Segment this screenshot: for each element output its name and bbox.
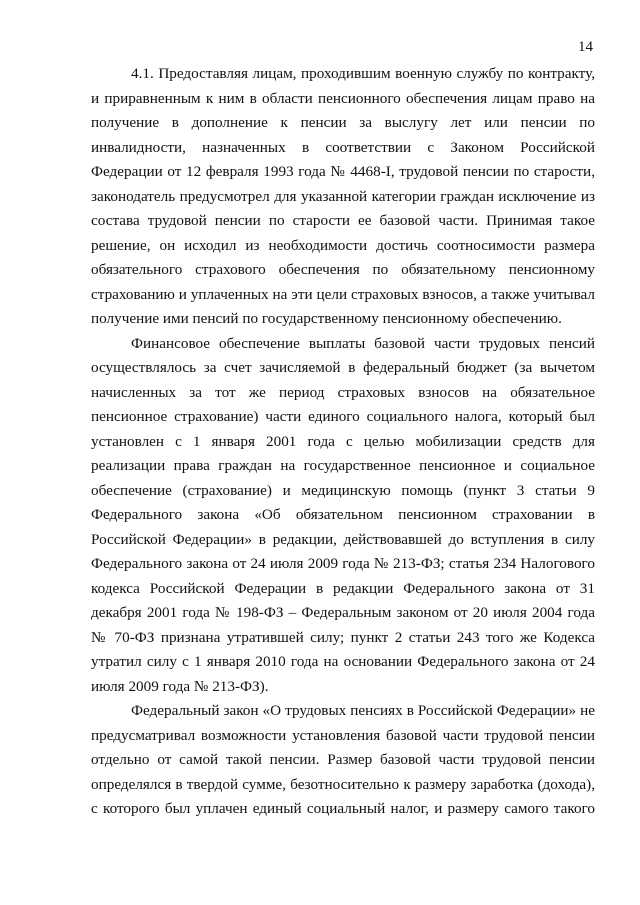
text-line: пенсионное страхование) части единого социального налога, который был <box>91 408 595 425</box>
text-line: обязательного страхового обеспечения по обязательному пенсионному <box>91 261 595 278</box>
body-text <box>91 62 595 822</box>
text-line: начисленных за тот же период страховых взносов на обязательное <box>91 383 595 401</box>
text-line: Федеральный закон «О трудовых пенсиях в Российской Федерации» не <box>131 702 595 719</box>
text-line: отдельно от самой такой пенсии. Размер базовой части трудовой пенсии <box>91 751 595 768</box>
text-line: и приравненным к ним в области пенсионного обеспечения лицам право на <box>91 89 595 107</box>
text-line: получение ими пенсий по государственному пенсионному обеспечению. <box>91 310 562 327</box>
page-number: 14 <box>578 39 593 55</box>
text-line: Финансовое обеспечение выплаты базовой части трудовых пенсий <box>131 334 595 352</box>
text-line: Федерального закона «Об обязательном пенсионном страховании в <box>91 506 595 523</box>
text-line: решение, он исходил из необходимости достичь соотносимости размера <box>91 236 595 254</box>
text-line: Федерального закона от 24 июля 2009 года № 213-ФЗ; статья 234 Налогового <box>91 555 595 572</box>
text-line: Федерации от 12 февраля 1993 года № 4468-I, трудовой пенсии по старости, <box>91 163 595 180</box>
text-line: определялся в твердой сумме, безотносительно к размеру заработка (дохода), <box>91 775 595 793</box>
text-line: осуществлялось за счет зачисляемой в федеральный бюджет (за вычетом <box>91 359 595 376</box>
text-line: состава трудовой пенсии по старости ее базовой части. Принимая такое <box>91 212 595 229</box>
paragraph-3 <box>91 699 595 822</box>
text-line: № 70-ФЗ признана утратившей силу; пункт 2 статьи 243 того же Кодекса <box>91 628 595 646</box>
text-line: обеспечение (страхование) и медицинскую помощь (пункт 3 статьи 9 <box>91 481 595 499</box>
text-line: получение в дополнение к пенсии за выслугу лет или пенсии по <box>91 114 595 131</box>
text-line: Российской Федерации» в редакции, действовавшей до вступления в силу <box>91 530 595 548</box>
text-line: предусматривал возможности установления базовой части трудовой пенсии <box>91 726 595 744</box>
text-line: июля 2009 года № 213-ФЗ). <box>91 677 269 695</box>
text-line: 4.1. Предоставляя лицам, проходившим военную службу по контракту, <box>131 65 595 82</box>
text-line: законодатель предусмотрел для указанной категории граждан исключение из <box>91 187 595 205</box>
text-line: декабря 2001 года № 198-ФЗ – Федеральным законом от 20 июля 2004 года <box>91 604 595 621</box>
text-line: установлен с 1 января 2001 года с целью мобилизации средств для <box>91 432 595 450</box>
text-line: реализации права граждан на государственное пенсионное и социальное <box>91 457 595 474</box>
text-line: страхованию и уплаченных на эти цели страховых взносов, а также учитывал <box>91 285 595 303</box>
paragraph-1 <box>91 62 595 332</box>
text-line: с которого был уплачен единый социальный налог, и размеру самого такого <box>91 800 595 817</box>
text-line: кодекса Российской Федерации в редакции Федерального закона от 31 <box>91 579 595 597</box>
text-line: инвалидности, назначенных в соответствии с Законом Российской <box>91 138 595 156</box>
text-line: утратил силу с 1 января 2010 года на основании Федерального закона от 24 <box>91 653 595 670</box>
paragraph-2 <box>91 332 595 700</box>
